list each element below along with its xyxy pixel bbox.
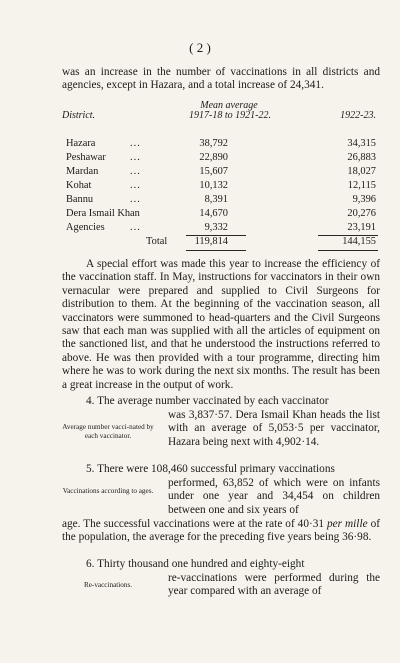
table-row: Hazara ... 38,792 34,315 bbox=[66, 138, 376, 149]
table-row: Kohat ... 10,132 12,115 bbox=[66, 180, 376, 191]
para4-first-line: 4. The average number vaccinated by each vaccinator bbox=[86, 395, 329, 407]
header-mean-line1: Mean average bbox=[200, 100, 258, 111]
intro-paragraph: was an increase in the number of vaccinations in all districts and agencies, except in Hazara, and a total increase of 24,341. bbox=[62, 66, 380, 92]
table-row: Peshawar ... 22,890 26,883 bbox=[66, 152, 376, 163]
para5-rest: age. The successful vaccinations were at the rate of 40·31 per mille of the population, the average for the preceding five years being 36·98. bbox=[62, 518, 380, 544]
para5-side-note: Vaccinations according to ages. bbox=[62, 487, 154, 495]
table-row: Agencies ... 9,332 23,191 bbox=[66, 222, 376, 233]
header-district: District. bbox=[62, 110, 96, 121]
special-effort-paragraph: A special effort was made this year to increase the efficiency of the vaccination staff. In May, instructions for vaccinators in their own vernacular were prepared and supplied to Civil Surgeons for distribution to them. At the beginning of the vaccination season, all vaccinators were summoned to head-quarters and the Civil Surgeons saw that each man was supplied with all the articles of equipment on the sanctioned list, and that he understood the instructions referred to above. He was then provided with a tour programme, directing him where he was to work during the next six months. The result has been a great increase in the output of work. bbox=[62, 258, 380, 391]
para4-side-note: Average number vacci-nated by each vaccinator. bbox=[62, 423, 154, 440]
header-current-year: 1922-23. bbox=[340, 110, 376, 121]
table-row: Mardan ... 15,607 18,027 bbox=[66, 166, 376, 177]
page-number: ( 2 ) bbox=[189, 40, 211, 55]
vaccination-table bbox=[62, 96, 380, 246]
para6-body: re-vaccinations were performed during the year compared with an average of bbox=[168, 572, 380, 598]
para4-body: was 3,837·57. Dera Ismail Khan heads the list with an average of 5,053·5 per vaccinator, Hazara being next with 4,902·14. bbox=[168, 409, 380, 448]
para5-body: performed, 63,852 of which were on infants under one year and 34,454 on children between one and six years of bbox=[168, 477, 380, 516]
para5-first-line: 5. There were 108,460 successful primary vaccinations bbox=[86, 463, 335, 475]
para6-side-note: Re-vaccinations. bbox=[83, 581, 133, 589]
table-row: Dera Ismail Khan 14,670 20,276 bbox=[66, 208, 376, 219]
table-total-row: Total 119,814 144,155 bbox=[146, 236, 376, 247]
table-row: Bannu ... 8,391 9,396 bbox=[66, 194, 376, 205]
header-mean-line2: 1917-18 to 1921-22. bbox=[189, 110, 271, 121]
total-rule-mean bbox=[186, 250, 246, 251]
total-rule-current bbox=[318, 250, 378, 251]
para6-first-line: 6. Thirty thousand one hundred and eighty-eight bbox=[86, 558, 305, 570]
